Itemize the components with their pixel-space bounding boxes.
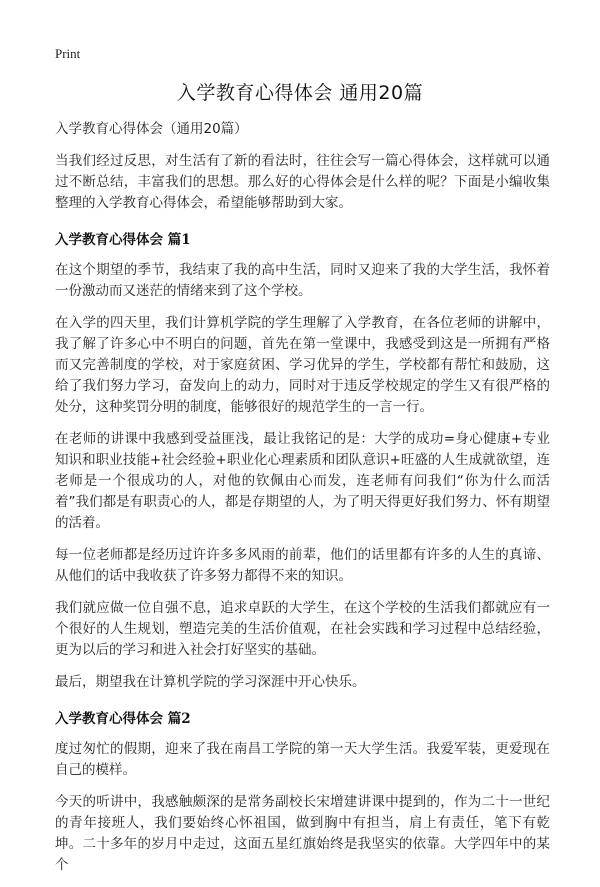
section-1-paragraph-2: 在入学的四天里，我们计算机学院的学生理解了入学教育，在各位老师的讲解中，我了解了许多心中不明白的问题，首先在第一堂课中，我感受到这是一所拥有严格而又完善制度的学校，对于家庭贫困、学习优异的学生，学校都有帮忙和鼓励，这给了我们努力学习，奋发向上的动力，同时对于违反学校规定的学生又有很严格的处分，这种奖罚分明的制度，能够很好的规范学生的一言一行。 (55, 315, 550, 415)
section-heading-2: 入学教育心得体会 篇2 (55, 711, 191, 727)
section-1-paragraph-1: 在这个期望的季节，我结束了我的高中生活，同时又迎来了我的大学生活，我怀着一份激动而又迷茫的情绪来到了这个学校。 (55, 262, 550, 299)
article-subtitle: 入学教育心得体会（通用20篇） (55, 121, 248, 137)
section-1-paragraph-3: 在老师的讲课中我感到受益匪浅，最让我铭记的是：大学的成功=身心健康+专业知识和职业技能+社会经验+职业化心理素质和团队意识+旺盛的人生成就欲望，连老师是一个很成功的人，对他的钦佩由心而发，连老师有问我们“你为什么而活着”我们都是有职责心的人，都是存期望的人，为了明天得更好我们努力、怀有期望的活着。 (55, 431, 550, 531)
article-body (55, 118, 550, 887)
section-heading-1: 入学教育心得体会 篇1 (55, 232, 191, 248)
print-link[interactable]: Print (55, 46, 81, 61)
section-1-paragraph-5: 我们就应做一位自强不息，追求卓跃的大学生，在这个学校的生活我们都就应有一个很好的人生规划，塑造完美的生活价值观，在社会实践和学习过程中总结经验，更为以后的学习和进入社会打好坚实的基础。 (55, 600, 550, 658)
page-title: 入学教育心得体会 通用20篇 (176, 82, 424, 104)
section-1-paragraph-4: 每一位老师都是经历过许许多多风雨的前辈，他们的话里都有许多的人生的真谛、从他们的话中我收获了许多努力都得不来的知识。 (55, 547, 550, 584)
section-2-paragraph-2: 今天的听讲中，我感触颇深的是常务副校长宋增建讲课中提到的，作为二十一世纪的青年接班人，我们要始终心怀祖国，做到胸中有担当，肩上有责任，笔下有乾坤。二十多年的岁月中走过，这面五星红旗始终是我坚实的依靠。大学四年中的某个 (55, 794, 550, 873)
section-1-paragraph-6: 最后，期望我在计算机学院的学习深涯中开心快乐。 (55, 674, 366, 690)
section-2-paragraph-1: 度过匆忙的假期，迎来了我在南昌工学院的第一天大学生活。我爱军装，更爱现在自己的模样。 (55, 741, 550, 778)
intro-paragraph: 当我们经过反思，对生活有了新的看法时，往往会写一篇心得体会，这样就可以通过不断总结，丰富我们的思想。那么好的心得体会是什么样的呢？下面是小编收集整理的入学教育心得体会，希望能够帮助到大家。 (55, 153, 550, 211)
